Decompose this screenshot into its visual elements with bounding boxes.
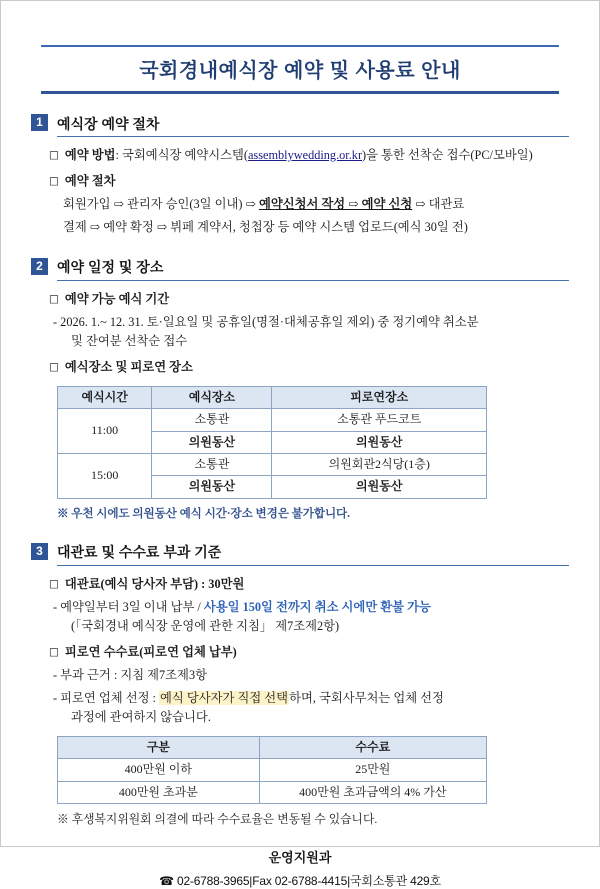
section-3-number: 3 bbox=[31, 543, 48, 560]
section-2-number: 2 bbox=[31, 258, 48, 275]
table-header-row bbox=[58, 737, 487, 759]
section-schedule-venue bbox=[31, 258, 569, 523]
phone-icon: ☎ bbox=[159, 873, 174, 888]
section-2-title: 예약 일정 및 장소 bbox=[57, 259, 164, 276]
table-header-row bbox=[58, 386, 487, 408]
square-bullet-icon: □ bbox=[49, 577, 59, 590]
procedure-flow-line-2: 결제 ⇨ 예약 확정 ⇨ 뷔페 계약서, 청첩장 등 예약 시스템 업로드(예식 30일 전) bbox=[63, 220, 468, 235]
square-bullet-icon: □ bbox=[49, 645, 59, 658]
section-3-heading bbox=[31, 543, 569, 564]
venue-list-label: 예식장소 및 피로연 장소 bbox=[64, 359, 193, 374]
venue-list-item bbox=[49, 358, 569, 377]
cell-fee: 400만원 초과금액의 4% 가산 bbox=[259, 781, 486, 803]
square-bullet-icon: □ bbox=[49, 292, 59, 305]
flow-highlight: 예약신청서 작성 ⇨ 예약 신청 bbox=[258, 197, 413, 212]
section-2-heading bbox=[31, 258, 569, 279]
col-header-category: 구분 bbox=[58, 737, 260, 759]
contact-line bbox=[31, 872, 569, 889]
document-footer bbox=[31, 847, 569, 889]
square-bullet-icon: □ bbox=[49, 360, 59, 373]
cell-reception: 의원회관2식당(1층) bbox=[272, 454, 487, 476]
title-rule-bottom bbox=[41, 91, 559, 94]
table-row bbox=[58, 759, 487, 781]
rental-refund-line bbox=[49, 598, 569, 617]
reservation-method-label: 예약 방법 bbox=[64, 148, 116, 162]
page-title: 국회경내예식장 예약 및 사용료 안내 bbox=[139, 60, 461, 82]
procedure-flow-line-1 bbox=[49, 194, 569, 214]
section-2-body bbox=[31, 290, 569, 523]
section-3-body bbox=[31, 575, 569, 829]
square-bullet-icon: □ bbox=[49, 149, 59, 161]
rental-fee-item bbox=[49, 575, 569, 594]
reservation-method-pre: : 국회예식장 예약시스템( bbox=[115, 148, 248, 162]
section-fees bbox=[31, 543, 569, 829]
flow-part-2: ⇨ 대관료 bbox=[412, 197, 465, 212]
section-2-rule bbox=[57, 280, 569, 281]
rental-refund-emphasis: 사용일 150일 전까지 취소 시에만 환불 가능 bbox=[203, 599, 431, 614]
contact-details: 02-6788-3965|Fax 02-6788-4415|국회소통관 429호 bbox=[176, 873, 441, 888]
available-period-item bbox=[49, 290, 569, 309]
col-header-fee: 수수료 bbox=[259, 737, 486, 759]
fee-change-note: ※ 후생복지위원회 의결에 따라 수수료율은 변동될 수 있습니다. bbox=[57, 812, 378, 827]
reservation-method-post: )을 통한 선착순 접수(PC/모바일) bbox=[362, 148, 533, 162]
cell-category: 400만원 초과분 bbox=[58, 781, 260, 803]
table-row bbox=[58, 409, 487, 431]
cell-reception: 소통관 푸드코트 bbox=[272, 409, 487, 431]
flow-part-1: 회원가입 ⇨ 관리자 승인(3일 이내) ⇨ bbox=[63, 197, 259, 212]
reservation-system-link[interactable]: assemblywedding.or.kr bbox=[247, 148, 363, 162]
available-period-line-2: 및 잔여분 선착순 접수 bbox=[71, 333, 188, 348]
vendor-selection-post: 하며, 국회사무처는 업체 선정 bbox=[289, 691, 444, 705]
cell-fee: 25만원 bbox=[259, 759, 486, 781]
reservation-procedure-label: 예약 절차 bbox=[64, 174, 116, 189]
cell-venue: 의원동산 bbox=[152, 476, 272, 498]
cell-venue: 소통관 bbox=[152, 454, 272, 476]
section-1-body bbox=[31, 146, 569, 238]
available-period-line-1: - 2026. 1.~ 12. 31. 토·일요일 및 공휴일(명절·대체공휴일 제외) 중 정기예약 취소분 bbox=[53, 314, 479, 329]
reception-fee-item bbox=[49, 643, 569, 662]
section-1-rule bbox=[57, 136, 569, 137]
reception-fee-label: 피로연 수수료(피로연 업체 납부) bbox=[64, 644, 237, 659]
reception-vendor-selection bbox=[49, 689, 569, 708]
cell-category: 400만원 이하 bbox=[58, 759, 260, 781]
department-name: 운영지원과 bbox=[268, 849, 332, 865]
section-3-title: 대관료 및 수수료 부과 기준 bbox=[57, 544, 222, 561]
col-header-time: 예식시간 bbox=[58, 386, 152, 408]
cell-reception: 의원동산 bbox=[272, 431, 487, 453]
document-title-banner bbox=[31, 45, 569, 94]
square-bullet-icon: □ bbox=[49, 175, 59, 188]
reception-fee-basis: - 부과 근거 : 지침 제7조제3항 bbox=[53, 667, 207, 682]
available-period-label: 예약 가능 예식 기간 bbox=[64, 291, 170, 306]
cell-venue: 의원동산 bbox=[152, 431, 272, 453]
reservation-procedure-item bbox=[49, 172, 569, 191]
rental-fee-label: 대관료(예식 당사자 부담) : 30만원 bbox=[64, 576, 245, 591]
cell-time-1500: 15:00 bbox=[58, 454, 152, 499]
col-header-venue: 예식장소 bbox=[152, 386, 272, 408]
fee-rate-table bbox=[57, 736, 487, 804]
section-3-rule bbox=[57, 565, 569, 566]
reception-vendor-line-2: 과정에 관여하지 않습니다. bbox=[71, 710, 211, 725]
table-row bbox=[58, 454, 487, 476]
cell-reception: 의원동산 bbox=[272, 476, 487, 498]
section-1-number: 1 bbox=[31, 114, 48, 131]
cell-time-1100: 11:00 bbox=[58, 409, 152, 454]
section-1-heading bbox=[31, 114, 569, 135]
cell-venue: 소통관 bbox=[152, 409, 272, 431]
rental-regulation-ref: (「국회경내 예식장 운영에 관한 지침」 제7조제2항) bbox=[71, 618, 340, 633]
venue-change-note: ※ 우천 시에도 의원동산 예식 시간·장소 변경은 불가합니다. bbox=[57, 506, 350, 520]
vendor-selection-highlight: 예식 당사자가 직접 선택 bbox=[160, 691, 289, 705]
rental-refund-pre: - 예약일부터 3일 이내 납부 / bbox=[53, 599, 204, 614]
table-row bbox=[58, 781, 487, 803]
venue-schedule-table bbox=[57, 386, 487, 499]
section-1-title: 예식장 예약 절차 bbox=[57, 115, 160, 132]
vendor-selection-pre: - 피로연 업체 선정 : bbox=[53, 691, 160, 705]
reservation-method-item bbox=[49, 146, 569, 165]
col-header-reception: 피로연장소 bbox=[272, 386, 487, 408]
section-reservation-procedure bbox=[31, 114, 569, 238]
reservation-method-text bbox=[65, 146, 569, 165]
